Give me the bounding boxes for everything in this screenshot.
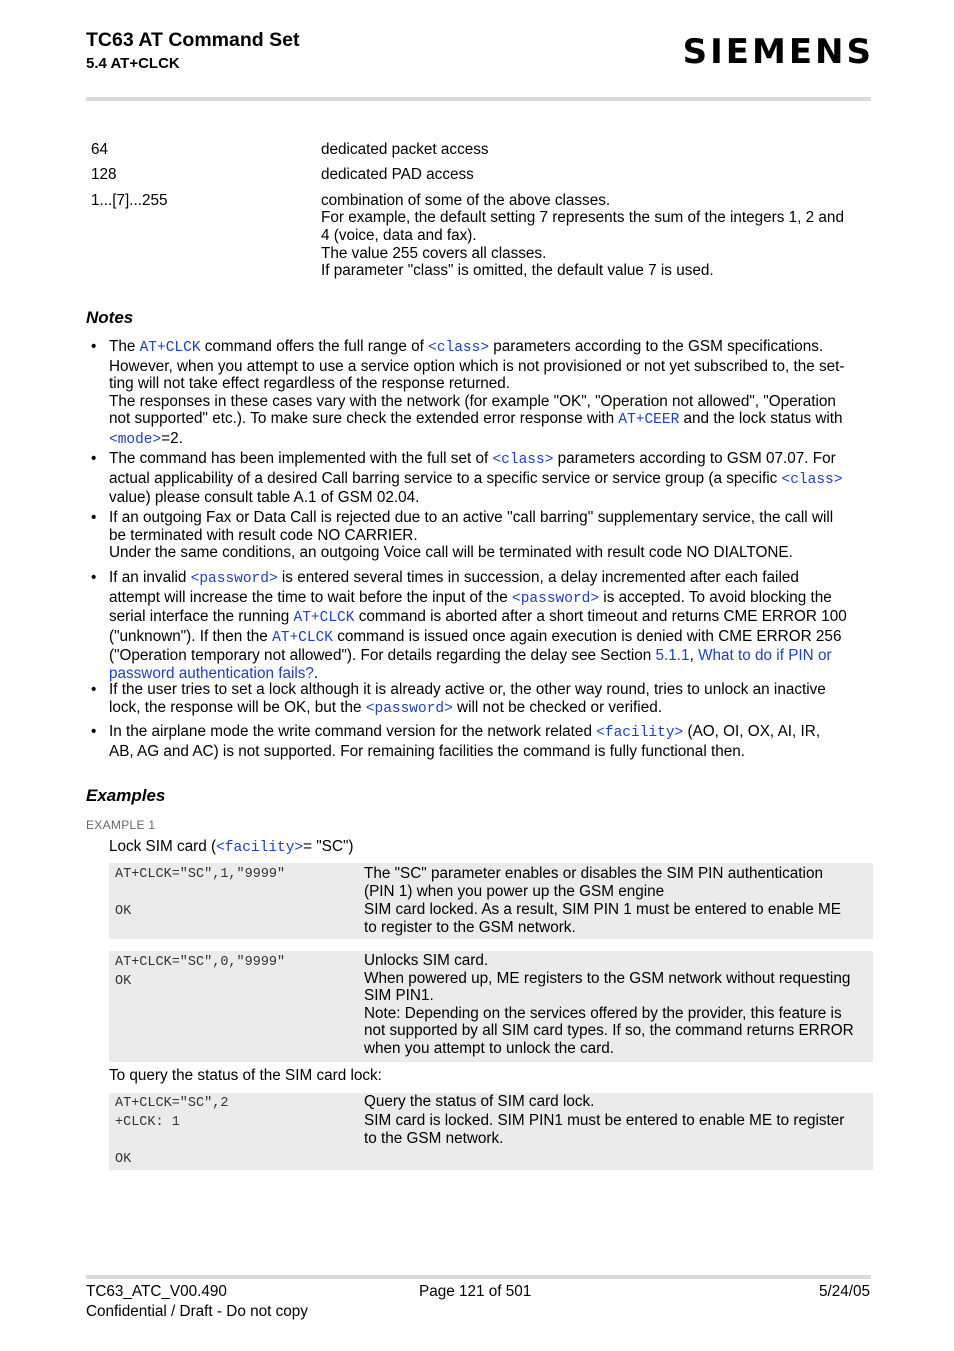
password-param-link[interactable]: <password>: [365, 700, 453, 717]
text: and the lock status with: [679, 410, 843, 428]
class-description: If parameter "class" is omitted, the default value 7 is used.: [321, 262, 714, 279]
text: parameters according to the GSM specifications.: [489, 338, 824, 355]
text: Note: Depending on the services offered by the provider, this feature is: [364, 1004, 842, 1022]
text: actual applicability of a desired Call barring service to a specific service or service group (a specific: [109, 469, 782, 487]
class-description: dedicated PAD access: [321, 166, 474, 183]
text: is entered several times in succession, a delay incremented after each failed: [277, 569, 799, 586]
example-label: EXAMPLE 1: [86, 818, 156, 832]
bullet: •: [91, 681, 97, 698]
text: SIM card locked. As a result, SIM PIN 1 must be entered to enable ME: [364, 901, 841, 918]
at-command: OK: [115, 904, 132, 919]
text: If the user tries to set a lock although it is already active or, the other way round, tries to unlock an inactive: [109, 681, 826, 698]
text: command offers the full range of: [200, 338, 429, 355]
text: not supported by all SIM card types. If so, the command returns ERROR: [364, 1022, 854, 1040]
text: The command has been implemented with the full set of: [109, 450, 493, 467]
command-response: Query the status of SIM card lock.: [364, 1093, 595, 1110]
text: In the airplane mode the write command version for the network related: [109, 723, 597, 740]
text: attempt will increase the time to wait before the input of the: [109, 588, 513, 606]
text: ,: [689, 647, 699, 665]
text: Under the same conditions, an outgoing Voice call will be terminated with result code NO DIALTONE.: [109, 544, 793, 562]
text: = "SC"): [303, 838, 354, 855]
class-description: dedicated packet access: [321, 141, 489, 158]
at-command: OK: [115, 1152, 132, 1167]
section-number-link[interactable]: 5.1.1: [655, 647, 690, 665]
at-clck-link[interactable]: AT+CLCK: [139, 340, 201, 356]
section-title: 5.4 AT+CLCK: [86, 55, 180, 72]
text: SIM PIN1.: [364, 987, 434, 1005]
at-command: AT+CLCK="SC",2: [115, 1096, 229, 1111]
query-intro: To query the status of the SIM card lock:: [109, 1067, 382, 1084]
text: is accepted. To avoid blocking the: [599, 588, 832, 606]
class-description: The value 255 covers all classes.: [321, 245, 547, 262]
text: (PIN 1) when you power up the GSM engine: [364, 882, 665, 900]
bullet: •: [91, 569, 97, 586]
document-title: TC63 AT Command Set: [86, 29, 300, 51]
text: ("Operation temporary not allowed"). For details regarding the delay see Section: [109, 647, 656, 665]
note-item: [109, 338, 872, 450]
examples-heading: Examples: [86, 786, 166, 805]
at-clck-link[interactable]: AT+CLCK: [293, 610, 355, 627]
text: will not be checked or verified.: [452, 698, 662, 716]
text: When powered up, ME registers to the GSM network without requesting: [364, 969, 851, 987]
at-command: +CLCK: 1: [115, 1115, 180, 1130]
siemens-logo: SIEMENS: [682, 32, 874, 72]
text: AB, AG and AC) is not supported. For remaining facilities the command is fully functional then.: [109, 742, 745, 760]
class-value: 128: [91, 166, 117, 183]
note-item: [109, 681, 872, 718]
note-item: [109, 450, 872, 507]
at-ceer-link[interactable]: AT+CEER: [618, 412, 680, 429]
note-item: [109, 509, 872, 562]
text: The responses in these cases vary with the network (for example "OK", "Operation not allowed", "Operation: [109, 392, 836, 410]
page-number: Page 121 of 501: [419, 1283, 532, 1300]
text: If an invalid: [109, 569, 191, 586]
command-response: [364, 865, 867, 900]
text: command is issued once again execution is denied with CME ERROR 256: [333, 627, 842, 645]
text: However, when you attempt to use a service option which is not provisioned or not yet subscribed to, the set-: [109, 357, 845, 375]
class-param-link[interactable]: <class>: [492, 452, 554, 468]
command-response: [364, 901, 867, 936]
text: to register to the GSM network.: [364, 918, 576, 936]
class-description: combination of some of the above classes.: [321, 192, 611, 209]
text: The: [109, 338, 140, 355]
password-param-link[interactable]: <password>: [190, 571, 278, 587]
facility-param-link[interactable]: <facility>: [216, 840, 304, 856]
bullet: •: [91, 450, 97, 467]
bullet: •: [91, 338, 97, 355]
text: Lock SIM card (: [109, 838, 217, 855]
command-response: [364, 1112, 867, 1147]
bullet: •: [91, 509, 97, 526]
section-title-link[interactable]: What to do if PIN or: [698, 647, 832, 665]
command-response: [364, 952, 867, 1058]
confidential-notice: Confidential / Draft - Do not copy: [86, 1303, 308, 1320]
text: command is aborted after a short timeout and returns CME ERROR 100: [354, 608, 847, 626]
mode-param-link[interactable]: <mode>: [109, 431, 162, 448]
document-date: 5/24/05: [818, 1283, 870, 1300]
text: .: [313, 664, 319, 682]
password-param-link[interactable]: <password>: [512, 590, 600, 607]
class-param-link[interactable]: <class>: [781, 471, 843, 488]
class-value: 1...[7]...255: [91, 192, 168, 209]
text: when you attempt to unlock the card.: [364, 1039, 614, 1057]
text: lock, the response will be OK, but the: [109, 698, 366, 716]
header-divider: [86, 97, 871, 101]
text: ("unknown"). If then the: [109, 627, 273, 645]
text: =2.: [161, 429, 183, 447]
at-clck-link[interactable]: AT+CLCK: [272, 629, 333, 646]
section-title-link[interactable]: password authentication fails?: [109, 664, 314, 682]
at-command: OK: [115, 974, 132, 989]
text: The "SC" parameter enables or disables the SIM PIN authentication: [364, 865, 823, 882]
class-param-link[interactable]: <class>: [428, 340, 490, 356]
note-item: [109, 569, 872, 683]
text: (AO, OI, OX, AI, IR,: [683, 723, 821, 740]
text: to the GSM network.: [364, 1129, 504, 1147]
text: value) please consult table A.1 of GSM 02.04.: [109, 489, 420, 507]
class-description: For example, the default setting 7 represents the sum of the integers 1, 2 and: [321, 209, 844, 226]
text: Unlocks SIM card.: [364, 952, 489, 969]
document-id: TC63_ATC_V00.490: [86, 1283, 227, 1300]
bullet: •: [91, 723, 97, 740]
at-command: AT+CLCK="SC",0,"9999": [115, 955, 286, 970]
text: parameters according to GSM 07.07. For: [553, 450, 836, 467]
text: be terminated with result code NO CARRIER.: [109, 526, 418, 544]
text: If an outgoing Fax or Data Call is rejected due to an active ''call barring'' supplementary service, the call will: [109, 509, 834, 526]
text: serial interface the running: [109, 608, 294, 626]
notes-heading: Notes: [86, 308, 134, 327]
class-value: 64: [91, 141, 109, 158]
facility-param-link[interactable]: <facility>: [596, 725, 684, 741]
footer-divider: [86, 1275, 871, 1279]
text: SIM card is locked. SIM PIN1 must be entered to enable ME to register: [364, 1112, 845, 1129]
class-description: 4 (voice, data and fax).: [321, 227, 477, 244]
text: not supported" etc.). To make sure check the extended error response with: [109, 410, 619, 428]
example-intro: [109, 838, 354, 858]
at-command: AT+CLCK="SC",1,"9999": [115, 867, 286, 882]
text: ting will not take effect regardless of the response returned.: [109, 375, 511, 393]
note-item: [109, 723, 872, 760]
